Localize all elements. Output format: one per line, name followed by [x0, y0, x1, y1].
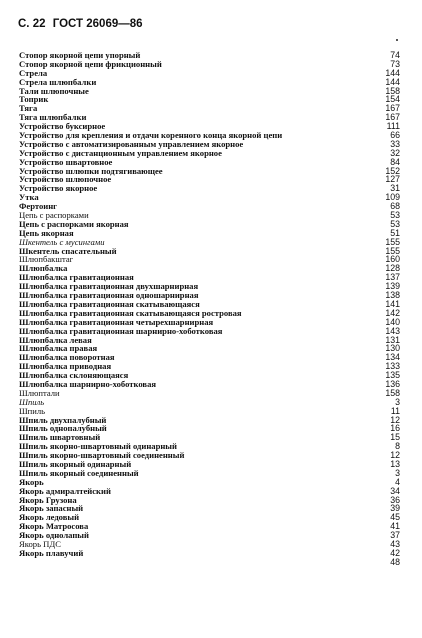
index-entry: [19, 60, 400, 69]
index-term: Якорь однолапый: [19, 530, 89, 541]
index-term: Шлюпбалка левая: [19, 334, 92, 345]
index-term: Устройство с автоматизированным управлением якорное: [19, 138, 244, 149]
index-entry: [19, 193, 400, 202]
index-term: Устройство якорное: [19, 183, 98, 194]
index-page-number: 33: [390, 138, 400, 149]
index-term: Шлюпбалка гравитационная одношарнирная: [19, 290, 199, 301]
index-term: Шлюпбалка гравитационная двухшарнирная: [19, 281, 199, 292]
index-page-number: 141: [385, 298, 400, 309]
index-term: Шлюпбалка: [19, 263, 68, 274]
index-term: Утка: [19, 192, 39, 203]
index-term: Шлюпбалка поворотная: [19, 352, 115, 363]
index-page-number: 135: [385, 370, 400, 381]
index-term: Шпиль двухпалубный: [19, 414, 107, 425]
index-page-number: 32: [390, 147, 400, 158]
index-term: Шкентель с мусингами: [19, 236, 105, 247]
index-page-number: 45: [390, 512, 400, 523]
index-page-number: 167: [385, 112, 400, 123]
index-term: Цепь якорная: [19, 227, 74, 238]
index-entry: [19, 255, 400, 264]
index-term: Цепь с распорками якорная: [19, 218, 129, 229]
index-page-number: 11: [390, 405, 400, 416]
index-entry: [19, 389, 400, 398]
index-term: Шлюпбакштаг: [19, 254, 74, 265]
index-entry: [19, 87, 400, 96]
scan-dot: [396, 39, 398, 41]
index-term: Шпиль: [19, 396, 45, 407]
index-page-number: 144: [385, 67, 400, 78]
index-term: Шкентель спасательный: [19, 245, 117, 256]
index-term: Шлюптали: [19, 387, 60, 398]
index-entry: [19, 220, 400, 229]
index-term: Шлюпбалка гравитационная скатывающаяся: [19, 298, 200, 309]
index-page-number: 43: [390, 538, 400, 549]
index-page-number: 155: [385, 236, 400, 247]
index-page-number: 37: [390, 530, 400, 541]
index-term: Стрела: [19, 67, 48, 78]
index-term: Шлюпбалка гравитационная шарнирно-хоботковая: [19, 325, 223, 336]
standard-code: ГОСТ 26069—86: [52, 18, 143, 30]
index-term: Устройство швартовное: [19, 156, 113, 167]
index-page-number: 142: [385, 307, 400, 318]
index-page-number: 131: [385, 334, 400, 345]
index-term: Устройство шлюпочное: [19, 174, 112, 185]
index-page-number: 139: [385, 281, 400, 292]
page-label: С. 22: [18, 18, 46, 30]
index-page-number: 134: [385, 352, 400, 363]
index-page-number: 143: [385, 325, 400, 336]
index-term: Стрела шлюпбалки: [19, 76, 97, 87]
index-term: Шлюпбалка гравитационная: [19, 272, 134, 283]
index-page-number: 167: [385, 103, 400, 114]
index-term: Шлюпбалка гравитационная четырехшарнирная: [19, 316, 214, 327]
index-page-number: 39: [390, 503, 400, 514]
index-page-number: 74: [390, 50, 400, 60]
index-page-number: 12: [390, 414, 400, 425]
index-page-number: 136: [385, 378, 400, 389]
index-page-number: 144: [385, 76, 400, 87]
index-term: Якорь Матросова: [19, 521, 89, 532]
index-term: Цепь с распорками: [19, 210, 89, 221]
index-term: Якорь ледовый: [19, 512, 80, 523]
index-term: Якорь Грузона: [19, 494, 77, 505]
index-entry: [19, 380, 400, 389]
index-page-number: 3: [395, 467, 400, 478]
index-term: Шлюпбалка приводная: [19, 361, 112, 372]
index-term: Якорь: [19, 476, 44, 487]
index-entry: [19, 531, 400, 540]
index-term: Якорь адмиралтейский: [19, 485, 111, 496]
index-page-number: 128: [385, 263, 400, 274]
index-page-number: 36: [390, 494, 400, 505]
index-page-number: 41: [390, 521, 400, 532]
index-page-number: 155: [385, 245, 400, 256]
index-page-number: 15: [390, 432, 400, 443]
index-page-number: 133: [385, 361, 400, 372]
index-term: Устройство с дистанционным управлением якорное: [19, 147, 222, 158]
index-page-number: 51: [390, 227, 400, 238]
index-term: Шпиль якорно-швартовный соединенный: [19, 450, 185, 461]
page-header: [18, 18, 147, 30]
index-page-number: 48: [390, 556, 400, 567]
index-page-number: 111: [386, 121, 400, 132]
index-term: Шпиль якорный одинарный: [19, 458, 132, 469]
index-page-number: 109: [385, 192, 400, 203]
index-term: Якорь запасный: [19, 503, 84, 514]
index-term: Тяга: [19, 103, 38, 114]
index-page-number: 158: [385, 85, 400, 96]
index-term: Шпиль швартовный: [19, 432, 101, 443]
index-page-number: 16: [390, 423, 400, 434]
index-term: Устройство буксирное: [19, 121, 106, 132]
index-page-number: 73: [390, 58, 400, 69]
index-entry: [19, 95, 400, 104]
index-page-number: 127: [385, 174, 400, 185]
index-term: Шлюпбалка гравитационная скатывающаяся ростровая: [19, 307, 242, 318]
index-page-number: 158: [385, 387, 400, 398]
index-page-number: 152: [385, 165, 400, 176]
index-page-number: 34: [390, 485, 400, 496]
index-page-number: 8: [395, 441, 400, 452]
index-term: Тяга шлюпбалки: [19, 112, 87, 123]
index-page-number: 53: [390, 210, 400, 221]
index-page-number: 53: [390, 218, 400, 229]
index-term: Топрик: [19, 94, 49, 105]
index-page-number: 3: [395, 396, 400, 407]
index-term: Шлюпбалка правая: [19, 343, 98, 354]
index-term: Стопор якорной цепи фрикционный: [19, 58, 162, 69]
index-page-number: 160: [385, 254, 400, 265]
index-page-number: 31: [390, 183, 400, 194]
index-term: Шлюпбалка шарнирно-хоботковая: [19, 378, 157, 389]
index-page-number: 154: [385, 94, 400, 105]
index-term: Шлюпбалка склоняющаяся: [19, 370, 129, 381]
index-entry: [19, 184, 400, 193]
index-page-number: 13: [390, 458, 400, 469]
index-page-number: 84: [390, 156, 400, 167]
index-term: Устройство шлюпки подтягивающее: [19, 165, 163, 176]
index-page-number: 12: [390, 450, 400, 461]
index-page-number: 66: [390, 130, 400, 141]
index-term: Якорь плавучий: [19, 547, 84, 558]
index-page-number: 137: [385, 272, 400, 283]
index-term: Якорь ПДС: [19, 538, 61, 549]
index-page-number: 130: [385, 343, 400, 354]
index-entry: [19, 549, 400, 558]
index-entry: [19, 469, 400, 478]
index-page-number: 4: [395, 476, 400, 487]
index-list: [19, 51, 400, 567]
index-term: Шпиль однопалубный: [19, 423, 107, 434]
index-term: Тали шлюпочные: [19, 85, 89, 96]
index-term: Шпиль якорно-швартовный одинарный: [19, 441, 177, 452]
index-term: Устройство для крепления и отдачи коренного конца якорной цепи: [19, 130, 283, 141]
index-entry: [19, 398, 400, 407]
index-page-number: 140: [385, 316, 400, 327]
index-page-number: 138: [385, 290, 400, 301]
index-entry: [19, 247, 400, 256]
index-term: Фертоинг: [19, 201, 58, 212]
index-term: Шпиль: [19, 405, 46, 416]
index-page-number: 68: [390, 201, 400, 212]
index-page-number: 42: [390, 547, 400, 558]
index-term: Стопор якорной цепи упорный: [19, 50, 141, 60]
index-entry: [19, 558, 400, 567]
index-term: Шпиль якорный соединенный: [19, 467, 139, 478]
